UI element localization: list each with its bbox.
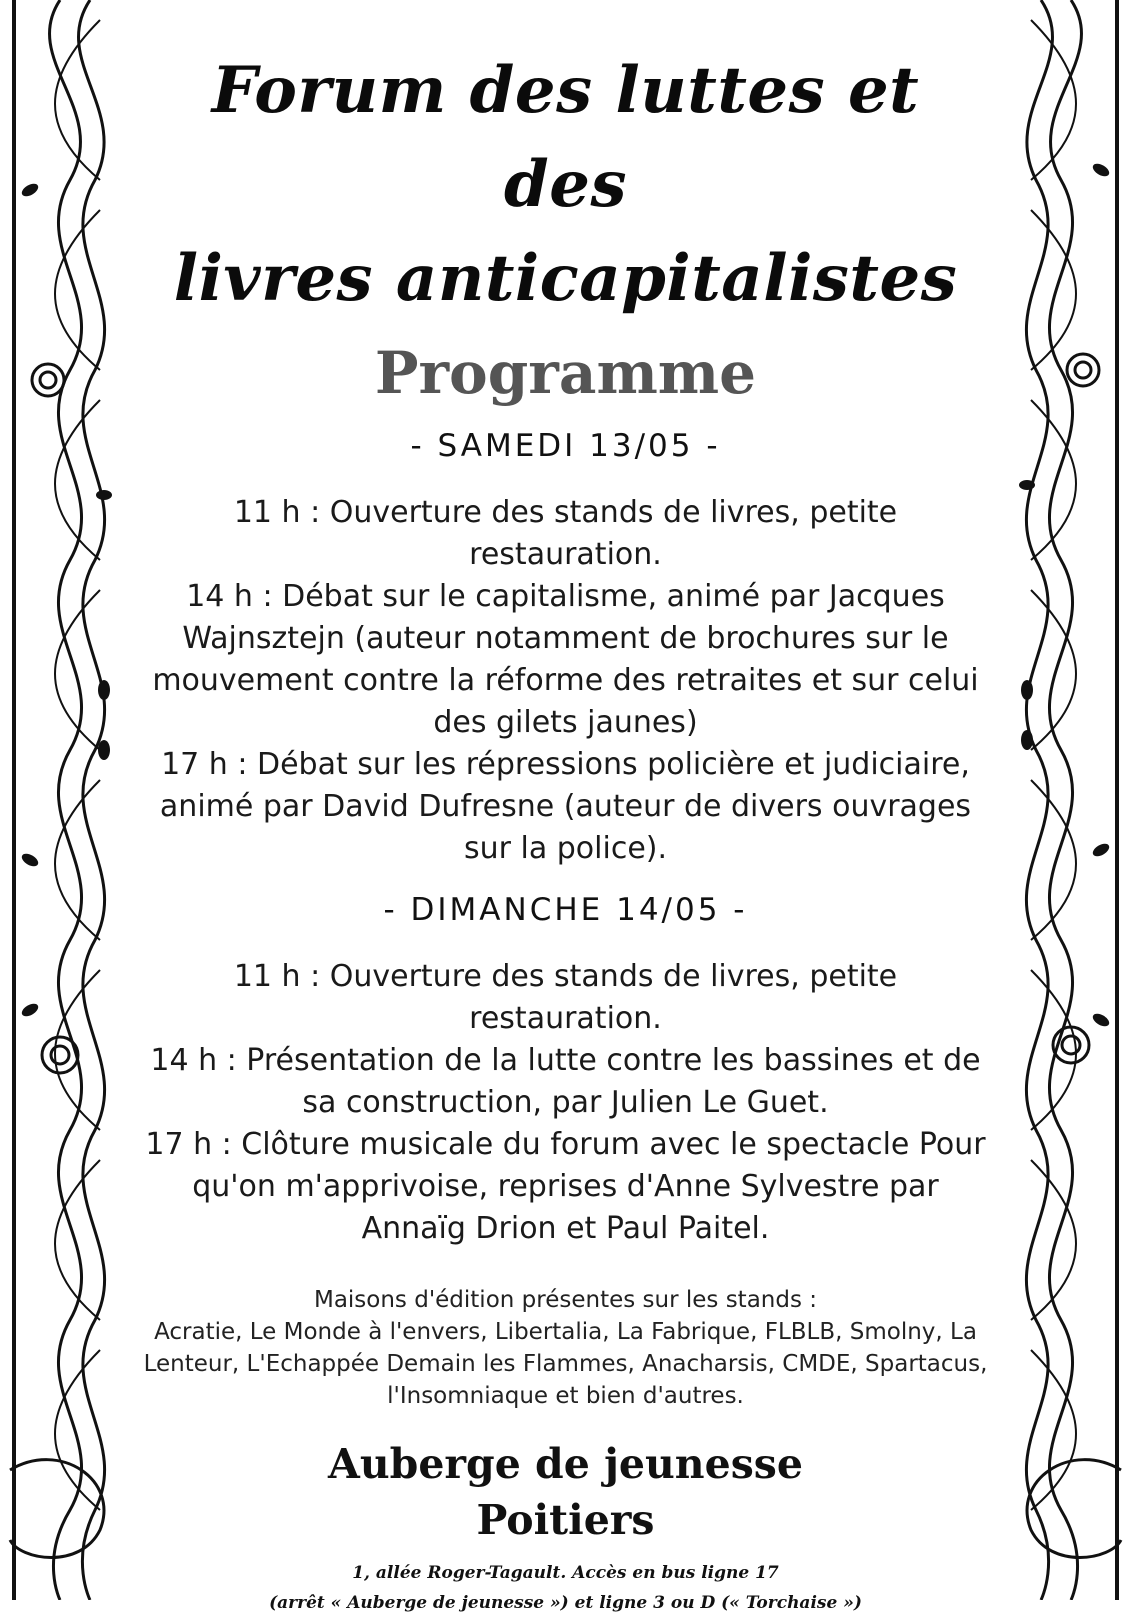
event-item: 17 h : Clôture musicale du forum avec le spectacle Pour qu'on m'apprivoise, reprises d'Anne Sylvestre par Annaïg Drion et Paul Paitel. — [145, 1127, 986, 1246]
right-ribbon-border — [991, 0, 1131, 1600]
address-line-2: (arrêt « Auberge de jeunesse ») et ligne 3 ou D (« Torchaise ») — [269, 1593, 862, 1613]
address-line-1: 1, allée Roger-Tagault. Accès en bus ligne 17 — [352, 1563, 779, 1583]
event-item: 17 h : Débat sur les répressions policière et judiciaire, animé par David Dufresne (auteur de divers ouvrages sur la police). — [159, 747, 972, 866]
event-item: 14 h : Présentation de la lutte contre les bassines et de sa construction, par Julien Le Guet. — [150, 1043, 981, 1120]
saturday-events — [140, 492, 991, 870]
event-item: 14 h : Débat sur le capitalisme, animé par Jacques Wajnsztejn (auteur notamment de brochures sur le mouvement contre la réforme des retraites et sur celui des gilets jaunes) — [152, 579, 979, 740]
publishers-section — [140, 1284, 991, 1412]
venue-line-1: Auberge de jeunesse — [328, 1440, 803, 1488]
title-line-2: livres anticapitalistes — [173, 241, 958, 316]
programme-heading: Programme — [374, 339, 757, 407]
event-item: 11 h : Ouverture des stands de livres, petite restauration. — [233, 959, 898, 1036]
poster-content — [140, 0, 991, 1613]
address — [140, 1558, 991, 1618]
venue-line-2: Poitiers — [476, 1496, 655, 1544]
publishers-intro: Maisons d'édition présentes sur les stands : — [313, 1287, 818, 1313]
sunday-label: - DIMANCHE 14/05 - — [383, 892, 748, 928]
publishers-list: Acratie, Le Monde à l'envers, Libertalia, La Fabrique, FLBLB, Smolny, La Lenteur, L'Echappée Demain les Flammes, Anacharsis, CMDE, Spartacus, l'Insomniaque et bien d'autres. — [143, 1319, 988, 1409]
venue — [140, 1436, 991, 1548]
poster-title — [140, 44, 991, 326]
title-line-1: Forum des luttes et des — [211, 53, 920, 222]
event-item: 11 h : Ouverture des stands de livres, petite restauration. — [233, 495, 898, 572]
saturday-label: - SAMEDI 13/05 - — [410, 428, 721, 464]
left-ribbon-border — [0, 0, 140, 1600]
sunday-events — [140, 956, 991, 1250]
